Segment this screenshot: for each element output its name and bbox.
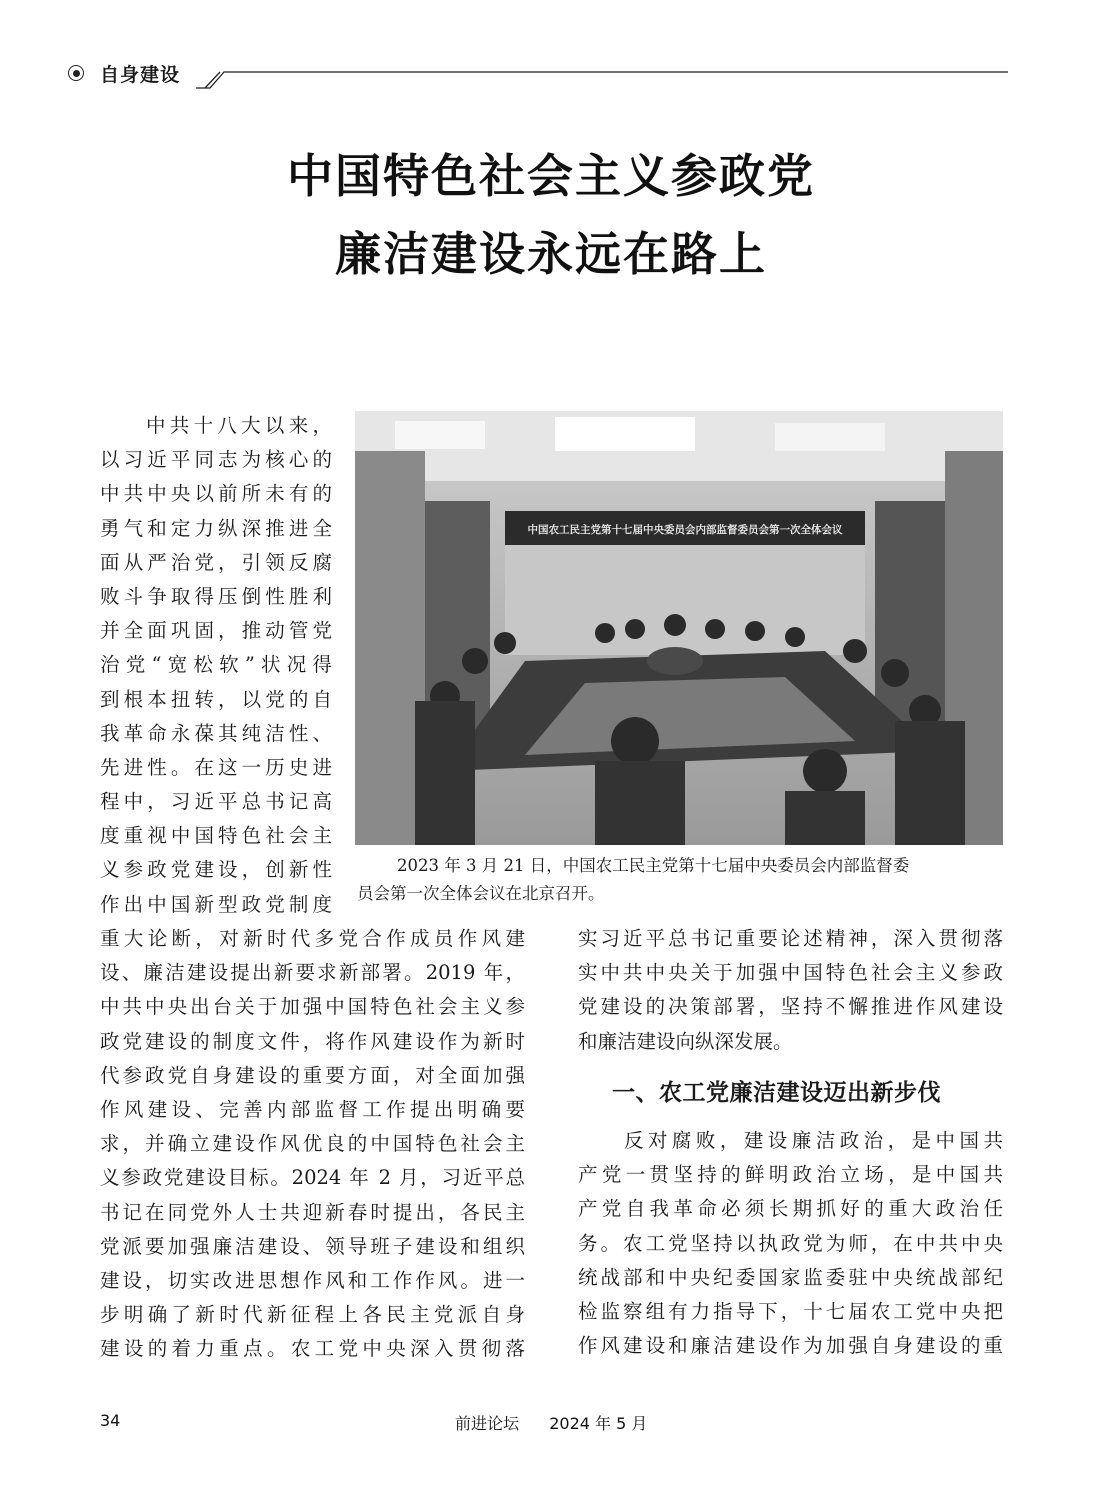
text-line: 建设，切实改进思想作风和工作作风。进一 [100,1268,525,1292]
text-line: 统战部和中央纪委国家监委驻中央统战部纪 [578,1265,1003,1289]
text-line: 反对腐败，建设廉洁政治，是中国共 [624,1129,1003,1152]
text-line: 面从严治党，引领反腐 [100,550,332,574]
body-text-left-narrow [100,409,332,922]
journal-info [455,1411,647,1434]
text-line: 度重视中国特色社会主 [100,824,332,848]
text-line: 求，并确立建设作风优良的中国特色社会主 [100,1132,525,1156]
text-line: 中共中央出台关于加强中国特色社会主义参 [100,995,525,1019]
text-line: 产党自我革命必须长期抓好的重大政治任 [578,1197,1003,1221]
body-text-right-bottom [578,1124,1003,1363]
page-number: 34 [100,1411,121,1430]
text-line: 中共中央以前所未有的 [100,482,332,506]
body-text-left-wide [100,922,525,1366]
article-title-line-1: 中国特色社会主义参政党 [287,149,815,203]
text-line: 设、廉洁建设提出新要求新部署。2019 年， [100,961,525,985]
text-line: 政党建设的制度文件，将作风建设作为新时 [100,1029,525,1053]
banner-text: 中国农工民主党第十七届中央委员会内部监督委员会第一次全体会议 [527,524,843,536]
text-line: 实中共中央关于加强中国特色社会主义参政 [578,961,1003,985]
header-rule [68,60,1008,90]
journal-issue: 2024 年 5 月 [549,1414,648,1433]
photo-caption [357,852,1002,908]
caption-line-2: 员会第一次全体会议在北京召开。 [357,884,605,903]
text-line: 义参政党建设目标。2024 年 2 月，习近平总 [100,1166,525,1190]
text-line: 中共十八大以来， [146,414,332,437]
text-line: 义参政党建设，创新性 [100,858,332,882]
section-heading: 一、农工党廉洁建设迈出新步伐 [612,1080,941,1106]
text-line: 作风建设和廉洁建设作为加强自身建设的重 [578,1334,1003,1358]
text-line: 败斗争取得压倒性胜利 [100,584,332,608]
text-line: 建设的着力重点。农工党中央深入贯彻落 [100,1337,525,1361]
journal-name: 前进论坛 [455,1414,520,1433]
text-line: 程中，习近平总书记高 [100,790,332,814]
section-label: 自身建设 [100,64,181,86]
caption-line-1: 2023 年 3 月 21 日，中国农工民主党第十七届中央委员会内部监督委 [397,856,910,875]
text-line: 代参政党自身建设的重要方面，对全面加强 [100,1063,525,1087]
text-line: 书记在同党外人士共迎新春时提出，各民主 [100,1200,525,1224]
text-line: 务。农工党坚持以执政党为师，在中共中央 [578,1231,1003,1255]
text-line: 和廉洁建设向纵深发展。 [578,1029,793,1053]
text-line: 我革命永葆其纯洁性、 [100,721,332,745]
text-line: 产党一贯坚持的鲜明政治立场，是中国共 [578,1163,1003,1187]
body-text-right-top [578,922,1003,1059]
text-line: 作出中国新型政党制度 [100,892,332,916]
text-line: 并全面巩固，推动管党 [100,619,332,643]
section-header [68,60,1008,90]
meeting-photo [355,411,1003,845]
text-line: 勇气和定力纵深推进全 [100,516,332,540]
text-line: 实习近平总书记重要论述精神，深入贯彻落 [578,927,1003,950]
text-line: 党建设的决策部署，坚持不懈推进作风建设 [578,995,1003,1019]
text-line: 到根本扭转，以党的自 [100,687,332,711]
text-line: 步明确了新时代新征程上各民主党派自身 [100,1303,525,1327]
text-line: 作风建设、完善内部监督工作提出明确要 [100,1097,525,1121]
text-line: 重大论断，对新时代多党合作成员作风建 [100,927,525,950]
text-line: 检监察组有力指导下，十七届农工党中央把 [578,1299,1003,1323]
article-title-line-2: 廉洁建设永远在路上 [335,227,767,281]
text-line: 治党“宽松软”状况得 [100,653,332,677]
text-line: 以习近平同志为核心的 [100,448,332,472]
text-line: 党派要加强廉洁建设、领导班子建设和组织 [100,1234,525,1258]
text-line: 先进性。在这一历史进 [100,755,332,779]
